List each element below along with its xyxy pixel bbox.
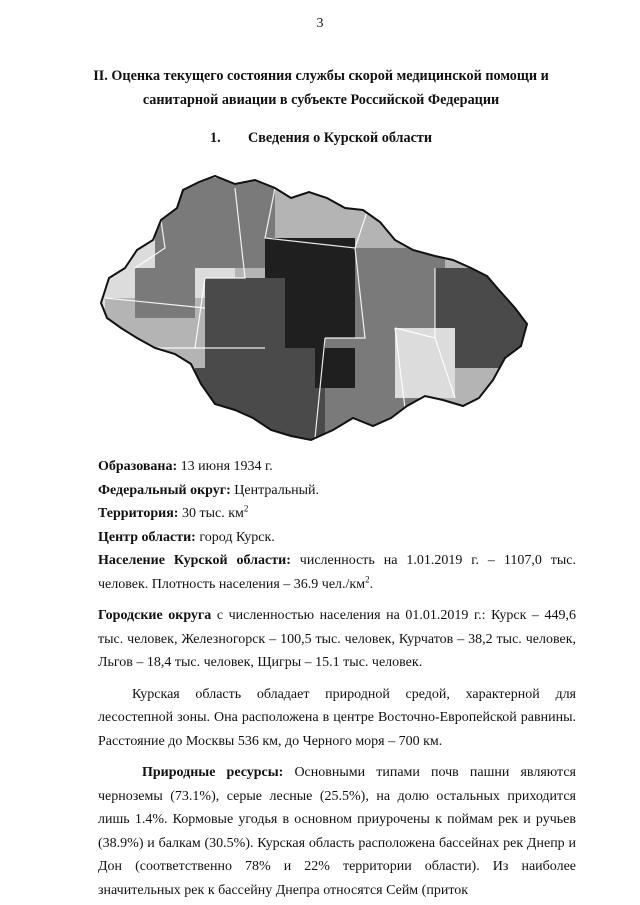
paragraph-geography: Курская область обладает природной средой, характерной для лесостепной зоны. Она расположена в центре Восточно-Европейской равнины. Расстояние до Москвы 536 км, до Черного моря – 700 км. [98,686,576,749]
cities-line: Городские округа с численностью населения на 01.01.2019 г.: Курск – 449,6 тыс. человек, Железногорск – 100,5 тыс. человек, Курчатов – 38,2 тыс. человек, Льгов – 18,4 тыс. человек, Щигры – 15.1 тыс. человек. [98,608,576,670]
map-district-east-light [395,328,455,398]
map-district-east [355,248,445,338]
page-number: 3 [316,16,324,31]
map-district-wnw [135,268,195,318]
subsection-heading [210,128,510,148]
map-district-center [205,278,285,358]
region-info [98,455,576,902]
map-district-south [195,348,325,448]
section-title: II. Оценка текущего состояния службы скорой медицинской помощи и санитарной авиации в субъекте Российской Федерации [93,68,549,108]
population-line: Население Курской области: численность на 1.01.2019 г. – 1107,0 тыс. человек. Плотность населения – 36.9 $чел./км^2$. [98,553,576,592]
paragraph-resources: Природные ресурсы: Основными типами почв пашни являются черноземы (73.1%), серые лесные (25.5%), на долю остальных приходится лишь 1.4%. Кормовые угодья в основном приурочены к поймам рек и ручьев (38.9%) и балкам (30.5%). Курская область расположена бассейнах рек Днепр и Дон (соответственно 78% и 22% территории области). Из наиболее значительных рек к бассейну Днепра относятся Сейм (приток [98,765,576,898]
territory-line: Территория: 30 тыс. $км^2$ [98,503,249,521]
region-map [95,168,535,448]
district-line: Федеральный округ: Центральный. [98,482,319,498]
subsection-title: Сведения о Курской области [248,130,433,146]
map-district-north [155,178,275,268]
center-line: Центр области: город Курск. [98,529,275,545]
subsection-number: 1. [210,130,221,146]
founded-line: Образована: 13 июня 1934 г. [98,459,273,474]
